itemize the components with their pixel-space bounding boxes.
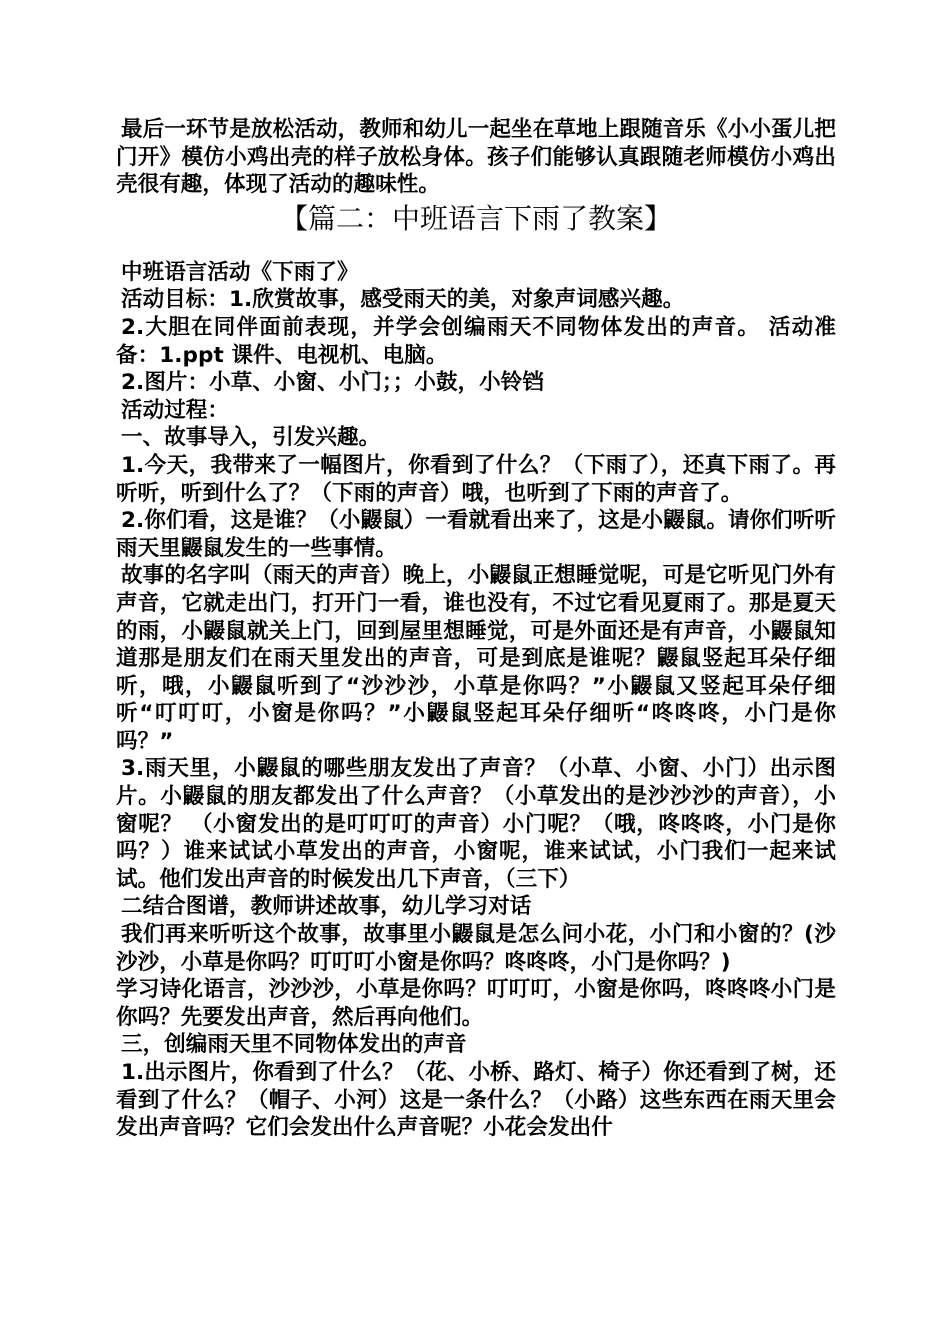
step-one-heading: 一、故事导入，引发兴趣。 <box>121 425 381 451</box>
activity-goal-1: 活动目标：1.欣赏故事，感受雨天的美，对象声词感兴趣。 <box>121 287 685 313</box>
document-page <box>116 116 836 1142</box>
step-one-item-1: 1.今天，我带来了一幅图片，你看到了什么？（下雨了），还真下雨了。再听听，听到什么了？（下雨的声音）哦，也听到了下雨的声音了。 <box>116 452 836 506</box>
story-paragraph: 故事的名字叫（雨天的声音）晚上，小鼹鼠正想睡觉呢，可是它听见门外有声音，它就走出门，打开门一看，谁也没有，不过它看见夏雨了。那是夏天的雨，小鼹鼠就关上门，回到屋里想睡觉，可是外面还是有声音，小鼹鼠知道那是朋友们在雨天里发出的声音，可是到底是谁呢？鼹鼠竖起耳朵仔细听，哦，小鼹鼠听到了“沙沙沙，小草是你吗？”小鼹鼠又竖起耳朵仔细听“叮叮叮，小窗是你吗？”小鼹鼠竖起耳朵仔细听“咚咚咚，小门是你吗？” <box>116 563 836 754</box>
activity-goal-2-and-prep: 2.大胆在同伴面前表现，并学会创编雨天不同物体发出的声音。 活动准备：1.ppt 课件、电视机、电脑。 <box>116 314 836 368</box>
step-one-item-3: 3.雨天里，小鼹鼠的哪些朋友发出了声音？（小草、小窗、小门）出示图片。小鼹鼠的朋友都发出了什么声音？（小草发出的是沙沙沙的声音），小窗呢？ （小窗发出的是叮叮叮的声音）小门呢？（哦，咚咚咚，小门是你吗？）谁来试试小草发出的声音，小窗呢，谁来试试，小门我们一起来试试。他们发出声音的时候发出几下声音，（三下） <box>116 756 836 892</box>
activity-process-label: 活动过程： <box>121 397 230 423</box>
activity-prep-2: 2.图片：小草、小窗、小门；；小鼓，小铃铛 <box>121 370 544 396</box>
step-one-item-2: 2.你们看，这是谁？（小鼹鼠）一看就看出来了，这是小鼹鼠。请你们听听雨天里鼹鼠发生的一些事情。 <box>116 508 836 561</box>
step-two-paragraph: 我们再来听听这个故事，故事里小鼹鼠是怎么问小花，小门和小窗的？(沙沙沙，小草是你吗？叮叮叮小窗是你吗？咚咚咚，小门是你吗？) <box>116 922 836 975</box>
poetic-language-paragraph: 学习诗化语言，沙沙沙，小草是你吗？叮叮叮，小窗是你吗，咚咚咚小门是你吗？先要发出声音，然后再向他们。 <box>116 977 836 1030</box>
activity-title: 中班语言活动《下雨了》 <box>121 259 359 285</box>
step-three-item-1: 1.出示图片，你看到了什么？（花、小桥、路灯、椅子）你还看到了树，还看到了什么？（帽子、小河）这是一条什么？（小路）这些东西在雨天里会发出声音吗？它们会发出什么声音呢？小花会发出什 <box>116 1060 836 1141</box>
step-three-heading: 三，创编雨天里不同物体发出的声音 <box>121 1032 467 1058</box>
step-two-heading: 二结合图谱，教师讲述故事，幼儿学习对话 <box>121 894 532 920</box>
section-heading: 【篇二：中班语言下雨了教案】 <box>279 201 672 235</box>
intro-paragraph: 最后一环节是放松活动，教师和幼儿一起坐在草地上跟随音乐《小小蛋儿把门开》模仿小鸡出壳的样子放松身体。孩子们能够认真跟随老师模仿小鸡出壳很有趣，体现了活动的趣味性。 <box>116 117 836 198</box>
